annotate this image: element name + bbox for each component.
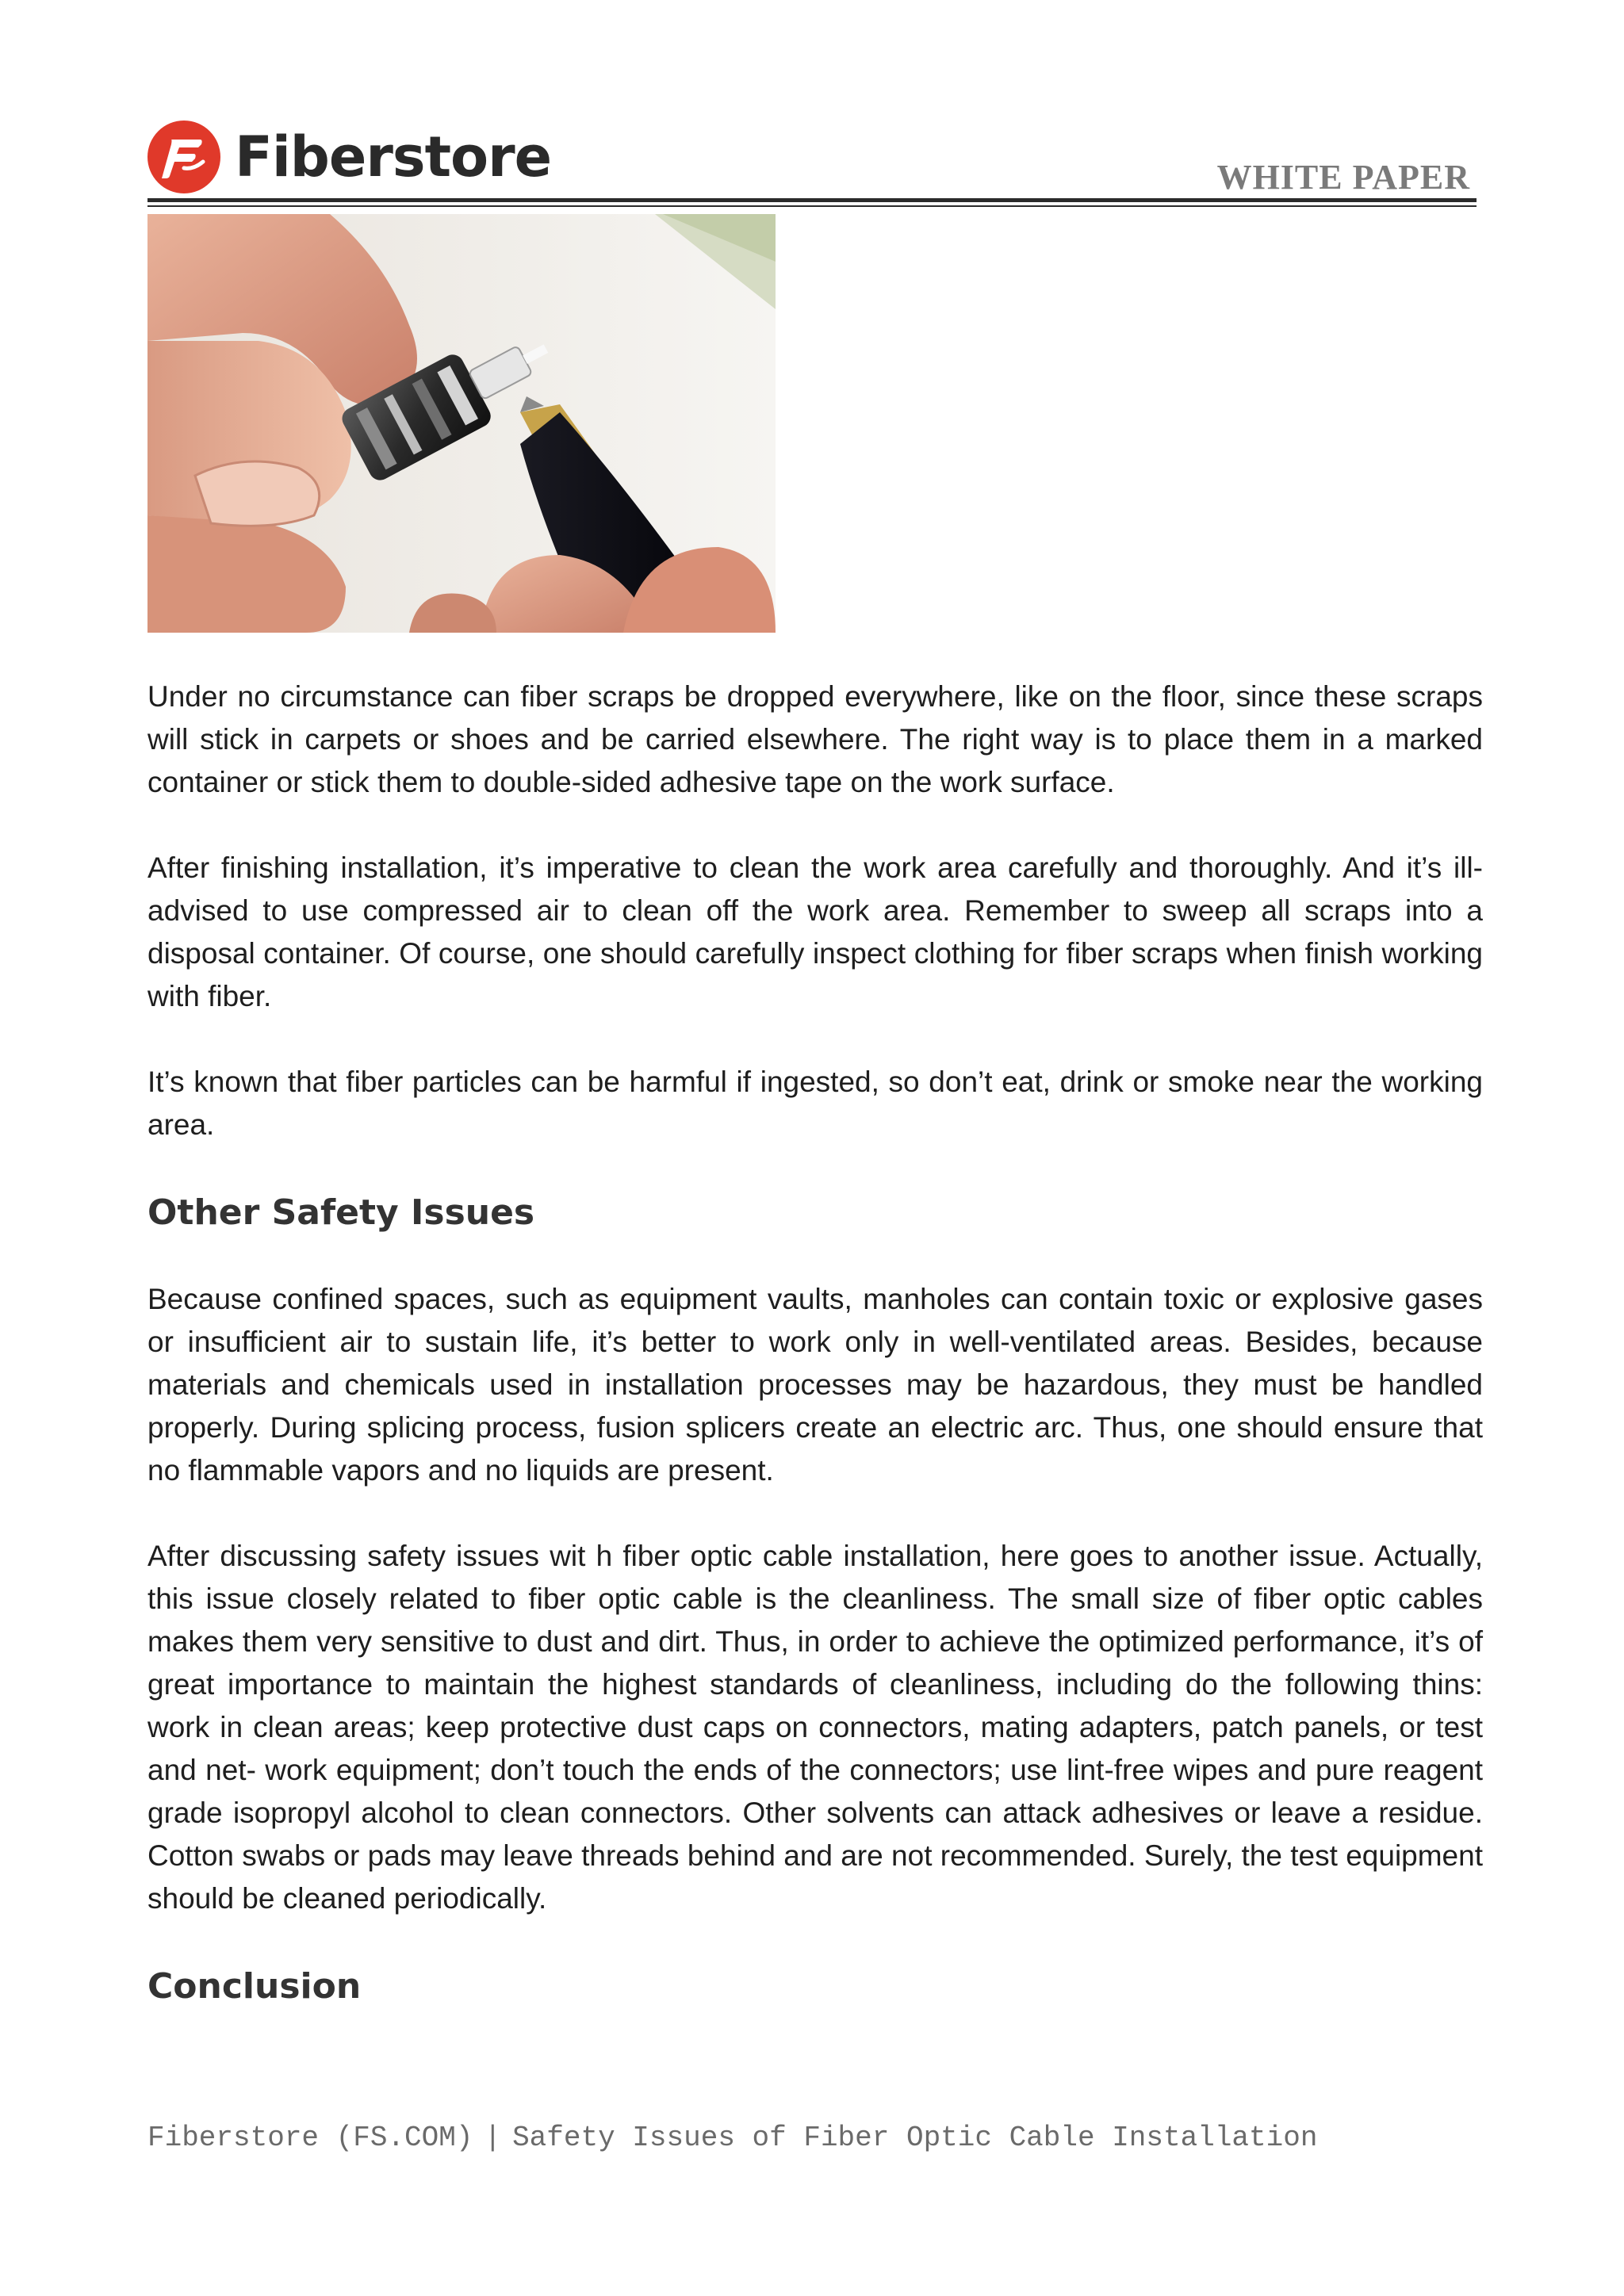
paragraph-ingestion-warning: It’s known that fiber particles can be harmful if ingested, so don’t eat, drink or smoke near the working area. [147, 1066, 1483, 1141]
section-heading-other-safety-issues: Other Safety Issues [147, 1192, 535, 1233]
section-heading-conclusion: Conclusion [147, 1966, 362, 2007]
paragraph-cleanliness: After discussing safety issues wit h fiber optic cable installation, here goes to another issue. Actually, this issue closely related to fiber optic cable is the cleanliness. The small size of fiber optic cables makes them very sensitive to dust and dirt. Thus, in order to achieve the optimized performance, it’s of great importance to maintain the highest standards of cleanliness, including do the following thins: work in clean areas; keep protective dust caps on connectors, mating adapters, patch panels, or test and net- work equipment; don’t touch the ends of the connectors; use lint-free wipes and pure reagent grade isopropyl alcohol to clean connectors. Other solvents can attack adhesives or leave a residue. Cotton swabs or pads may leave threads behind and are not recommended. Surely, the test equipment should be cleaned periodically. [147, 1540, 1483, 1915]
footer-document-title: Safety Issues of Fiber Optic Cable Installation [512, 2122, 1318, 2154]
footer-publisher: Fiberstore (FS.COM) [147, 2122, 473, 2154]
fiber-connector-cleaning-photo [147, 214, 776, 633]
brand-logo [147, 117, 551, 197]
fiberstore-logo-icon [147, 121, 220, 193]
paragraph-clean-work-area: After finishing installation, it’s imperative to clean the work area carefully and thoroughly. And it’s ill-advised to use compressed air to clean off the work area. Remember to sweep all scraps into a disposal container. Of course, one should carefully inspect clothing for fiber scraps when finish working with fiber. [147, 851, 1483, 1012]
page-header [147, 111, 1477, 206]
paragraph-fiber-scraps: Under no circumstance can fiber scraps be dropped everywhere, like on the floor, since these scraps will stick in carpets or shoes and be carried elsewhere. The right way is to place them in a marked container or stick them to double-sided adhesive tape on the work surface. [147, 680, 1483, 798]
paragraph-confined-spaces: Because confined spaces, such as equipment vaults, manholes can contain toxic or explosive gases or insufficient air to sustain life, it’s better to work only in well-ventilated areas. Besides, because materials and chemicals used in installation processes may be hazardous, they must be handled properly. During splicing process, fusion splicers create an electric arc. Thus, one should ensure that no flammable vapors and no liquids are present. [147, 1283, 1483, 1487]
brand-name: Fiberstore [235, 124, 552, 189]
header-divider [147, 198, 1477, 202]
header-divider-thin [147, 205, 1477, 207]
footer-separator: | [484, 2122, 502, 2154]
main-content [147, 675, 1483, 2052]
document-type-label: WHITE PAPER [1216, 158, 1470, 197]
page-footer [147, 2122, 1317, 2154]
